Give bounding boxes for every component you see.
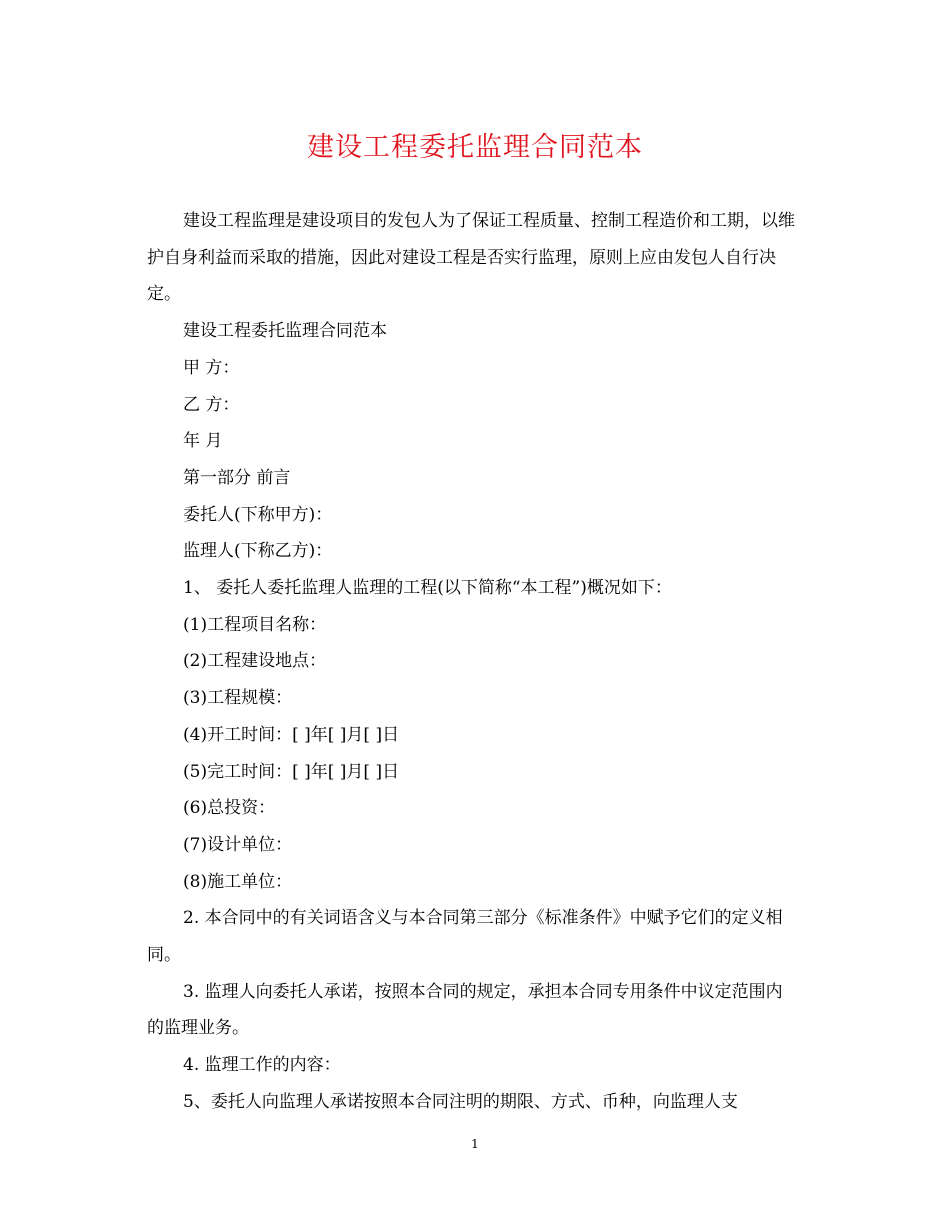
project-scale-line: (3)工程规模：	[183, 688, 293, 709]
start-date-line: (4)开工时间：[ ]年[ ]月[ ]日	[183, 724, 400, 745]
client-line: 委托人(下称甲方)：	[183, 504, 333, 525]
document-body	[147, 203, 797, 1121]
paragraph-3: 3. 监理人向委托人承诺，按照本合同的规定，承担本合同专用条件中议定范围内的监理业务。	[147, 981, 783, 1039]
design-unit-line: (7)设计单位：	[183, 834, 293, 855]
paragraph-5: 5、委托人向监理人承诺按照本合同注明的期限、方式、币种，向监理人支	[183, 1091, 738, 1112]
party-a-line: 甲 方：	[183, 357, 240, 378]
supervisor-line: 监理人(下称乙方)：	[183, 541, 333, 562]
date-line: 年 月	[183, 431, 223, 452]
item-1-line: 1、 委托人委托监理人监理的工程(以下简称“本工程”)概况如下：	[183, 578, 672, 599]
subtitle-line: 建设工程委托监理合同范本	[183, 321, 387, 342]
project-location-line: (2)工程建设地点：	[183, 651, 327, 672]
project-name-line: (1)工程项目名称：	[183, 614, 327, 635]
intro-paragraph: 建设工程监理是建设项目的发包人为了保证工程质量、控制工程造价和工期，以维护自身利益而采取的措施，因此对建设工程是否实行监理，原则上应由发包人自行决定。	[147, 211, 795, 305]
document-title: 建设工程委托监理合同范本	[307, 132, 643, 163]
total-investment-line: (6)总投资：	[183, 798, 276, 819]
construction-unit-line: (8)施工单位：	[183, 871, 293, 892]
page-number: 1	[471, 1137, 479, 1151]
paragraph-2: 2. 本合同中的有关词语含义与本合同第三部分《标准条件》中赋予它们的定义相同。	[147, 908, 783, 966]
party-b-line: 乙 方：	[183, 394, 240, 415]
finish-date-line: (5)完工时间：[ ]年[ ]月[ ]日	[183, 761, 400, 782]
part-one-heading: 第一部分 前言	[183, 467, 291, 488]
paragraph-4: 4. 监理工作的内容：	[183, 1055, 341, 1076]
